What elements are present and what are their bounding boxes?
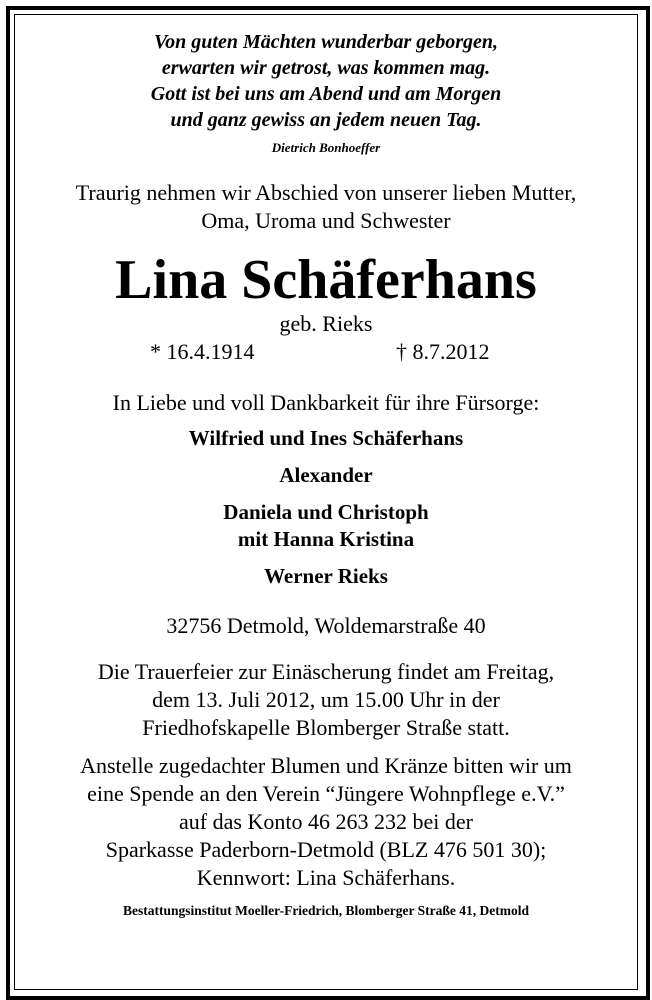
deceased-name: Lina Schäferhans <box>115 249 537 311</box>
family-address: 32756 Detmold, Woldemarstraße 40 <box>166 613 486 638</box>
life-dates <box>15 337 637 367</box>
donation-line: Anstelle zugedachter Blumen und Kränze bitten wir um <box>80 753 572 778</box>
mourner-group <box>15 462 637 489</box>
donation-line: Kennwort: Lina Schäferhans. <box>196 865 456 890</box>
ceremony-line: Friedhofskapelle Blomberger Straße statt. <box>142 715 510 740</box>
donation-request <box>15 752 637 892</box>
mourner-group <box>15 563 637 590</box>
poem-line: Gott ist bei uns am Abend und am Morgen <box>150 83 502 105</box>
mourner-name: mit Hanna Kristina <box>237 527 415 551</box>
mourner-name: Daniela und Christoph <box>223 500 429 524</box>
donation-line: eine Spende an den Verein “Jüngere Wohnpflege e.V.” <box>87 781 565 806</box>
undertaker-footer: Bestattungsinstitut Moeller-Friedrich, Blomberger Straße 41, Detmold <box>122 903 530 918</box>
mourner-name: Werner Rieks <box>264 564 388 588</box>
obituary-notice <box>15 15 637 920</box>
death-date: † 8.7.2012 <box>396 339 490 364</box>
maiden-name: geb. Rieks <box>279 311 373 336</box>
mourner-name: Alexander <box>279 463 373 487</box>
ceremony-line: dem 13. Juli 2012, um 15.00 Uhr in der <box>152 687 500 712</box>
poem-quote <box>15 29 637 133</box>
funeral-ceremony-info <box>15 658 637 742</box>
poem-line: und ganz gewiss an jedem neuen Tag. <box>170 109 482 131</box>
dedication-line: In Liebe und voll Dankbarkeit für ihre Fürsorge: <box>112 390 540 415</box>
ceremony-line: Die Trauerfeier zur Einäscherung findet am Freitag, <box>97 659 555 684</box>
birth-date: * 16.4.1914 <box>150 339 255 364</box>
poem-line: erwarten wir getrost, was kommen mag. <box>161 57 491 79</box>
mourner-name: Wilfried und Ines Schäferhans <box>188 426 464 450</box>
farewell-intro <box>15 179 637 235</box>
intro-line: Traurig nehmen wir Abschied von unserer lieben Mutter, <box>75 180 577 205</box>
poem-author: Dietrich Bonhoeffer <box>271 140 381 155</box>
mourner-group <box>15 499 637 553</box>
intro-line: Oma, Uroma und Schwester <box>201 208 451 233</box>
poem-line: Von guten Mächten wunderbar geborgen, <box>154 31 498 53</box>
donation-line: auf das Konto 46 263 232 bei der <box>179 809 473 834</box>
mourner-group <box>15 425 637 452</box>
donation-line: Sparkasse Paderborn-Detmold (BLZ 476 501 30); <box>105 837 547 862</box>
